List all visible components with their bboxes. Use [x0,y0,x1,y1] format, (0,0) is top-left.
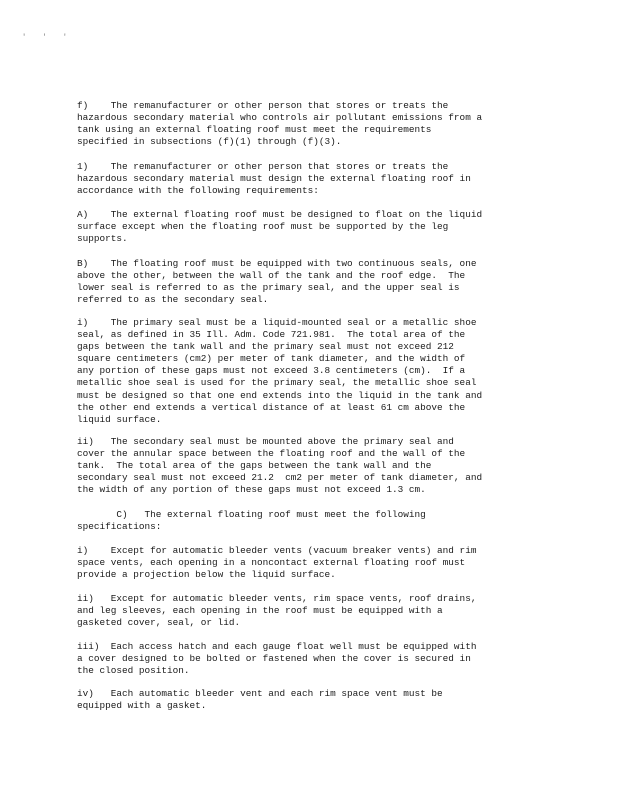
text-line: any portion of these gaps must not exceed 3.8 centimeters (cm). If a [77,365,466,377]
text-line: ii) Except for automatic bleeder vents, rim space vents, roof drains, [77,593,477,604]
scan-marks: ' ' ' [22,34,74,42]
text-line: equipped with a gasket. [77,700,207,712]
text-line: liquid surface. [77,413,162,425]
text-line: referred to as the secondary seal. [77,294,269,306]
text-line: provide a projection below the liquid surface. [77,569,336,581]
text-line: the width of any portion of these gaps must not exceed 1.3 cm. [77,484,426,496]
text-line: B) The floating roof must be equipped with two continuous seals, one [77,258,477,269]
text-line: square centimeters (cm2) per meter of tank diameter, and the width of [77,353,466,365]
text-line: A) The external floating roof must be designed to float on the liquid [77,209,483,220]
text-line: i) Except for automatic bleeder vents (vacuum breaker vents) and rim [77,545,477,556]
paragraph-f1a [77,209,547,245]
text-line: hazardous secondary material who controls air pollutant emissions from a [77,112,483,124]
paragraph-f1b-ii [77,436,547,496]
text-line: accordance with the following requirements: [77,185,319,197]
text-line: f) The remanufacturer or other person that stores or treats the [77,100,449,111]
text-line: gasketed cover, seal, or lid. [77,617,241,629]
text-line: surface except when the floating roof must be supported by the leg [77,221,449,233]
paragraph-f1b-i [77,317,547,426]
paragraph-f1c-iii [77,641,547,677]
text-line: ii) The secondary seal must be mounted above the primary seal and [77,436,454,447]
paragraph-f [77,100,547,148]
paragraph-f1 [77,161,547,197]
text-line: 1) The remanufacturer or other person that stores or treats the [77,161,449,172]
text-line: iv) Each automatic bleeder vent and each rim space vent must be [77,688,443,699]
text-line: must be designed so that one end extends into the liquid in the tank and [77,389,483,401]
text-line: cover the annular space between the floating roof and the wall of the [77,448,466,460]
text-line: hazardous secondary material must design the external floating roof in [77,173,471,185]
paragraph-f1c-ii [77,593,547,629]
paragraph-f1c [77,509,547,533]
text-line: lower seal is referred to as the primary seal, and the upper seal is [77,282,460,294]
text-line: specified in subsections (f)(1) through (f)(3). [77,136,342,148]
text-line: specifications: [77,521,162,533]
text-line: the other end extends a vertical distance of at least 61 cm above the [77,401,466,413]
text-line: space vents, each opening in a noncontact external floating roof must [77,557,466,569]
text-line: a cover designed to be bolted or fastened when the cover is secured in [77,653,471,665]
text-line: and leg sleeves, each opening in the roof must be equipped with a [77,605,443,617]
text-line: metallic shoe seal is used for the primary seal, the metallic shoe seal [77,377,477,389]
text-line: C) The external floating roof must meet the following [77,509,426,520]
paragraph-f1c-iv [77,688,547,712]
paragraph-f1b [77,258,547,306]
text-line: tank using an external floating roof must meet the requirements [77,124,432,136]
text-line: tank. The total area of the gaps between the tank wall and the [77,460,432,472]
text-line: i) The primary seal must be a liquid-mounted seal or a metallic shoe [77,317,477,328]
text-line: gaps between the tank wall and the primary seal must not exceed 212 [77,341,454,353]
text-line: seal, as defined in 35 Ill. Adm. Code 721.981. The total area of the [77,329,466,341]
text-line: iii) Each access hatch and each gauge float well must be equipped with [77,641,477,652]
paragraph-f1c-i [77,545,547,581]
text-line: secondary seal must not exceed 21.2 cm2 per meter of tank diameter, and [77,472,483,484]
text-line: supports. [77,233,128,245]
text-line: the closed position. [77,665,190,677]
text-line: above the other, between the wall of the tank and the roof edge. The [77,270,466,282]
